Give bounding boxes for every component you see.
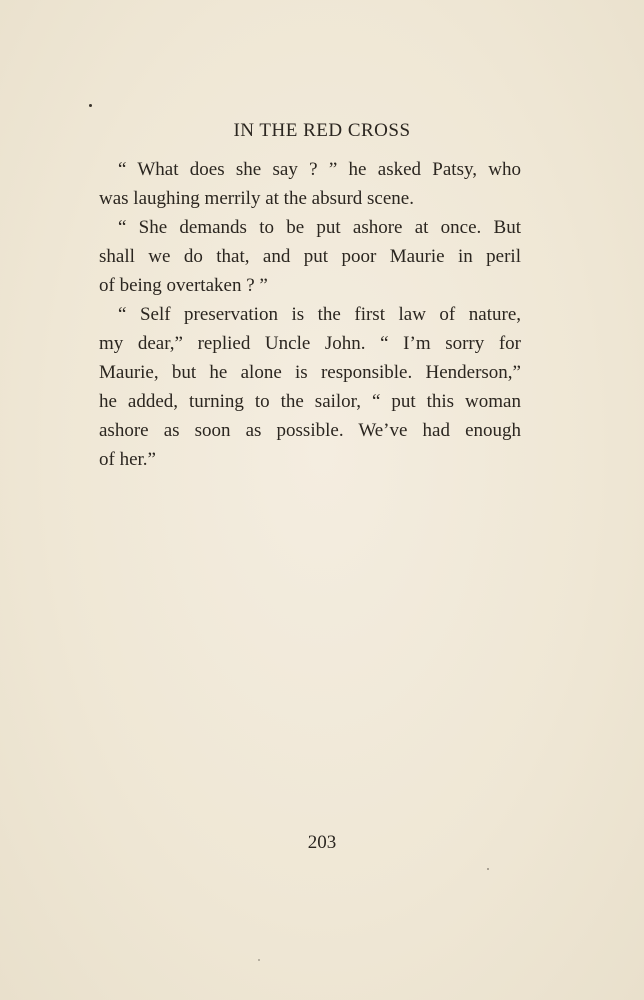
text-line: “ Self preservation is the first law of nature, <box>118 304 521 325</box>
text-line: shall we do that, and put poor Maurie in peril <box>99 246 521 267</box>
running-head: IN THE RED CROSS <box>233 120 411 141</box>
ink-speck <box>487 868 489 870</box>
text-line: of being overtaken ? ” <box>99 275 268 296</box>
text-line: Maurie, but he alone is responsible. Henderson,” <box>99 362 521 383</box>
text-line: was laughing merrily at the absurd scene. <box>99 188 414 209</box>
body-text <box>99 155 521 474</box>
text-line: he added, turning to the sailor, “ put this woman <box>99 391 521 412</box>
text-line: “ What does she say ? ” he asked Patsy, who <box>118 159 521 180</box>
text-line: of her.” <box>99 449 156 470</box>
ink-speck <box>89 104 92 107</box>
page-number: 203 <box>307 832 337 853</box>
text-line: “ She demands to be put ashore at once. But <box>118 217 521 238</box>
ink-speck <box>258 959 260 961</box>
text-line: ashore as soon as possible. We’ve had enough <box>99 420 521 441</box>
text-line: my dear,” replied Uncle John. “ I’m sorry for <box>99 333 521 354</box>
